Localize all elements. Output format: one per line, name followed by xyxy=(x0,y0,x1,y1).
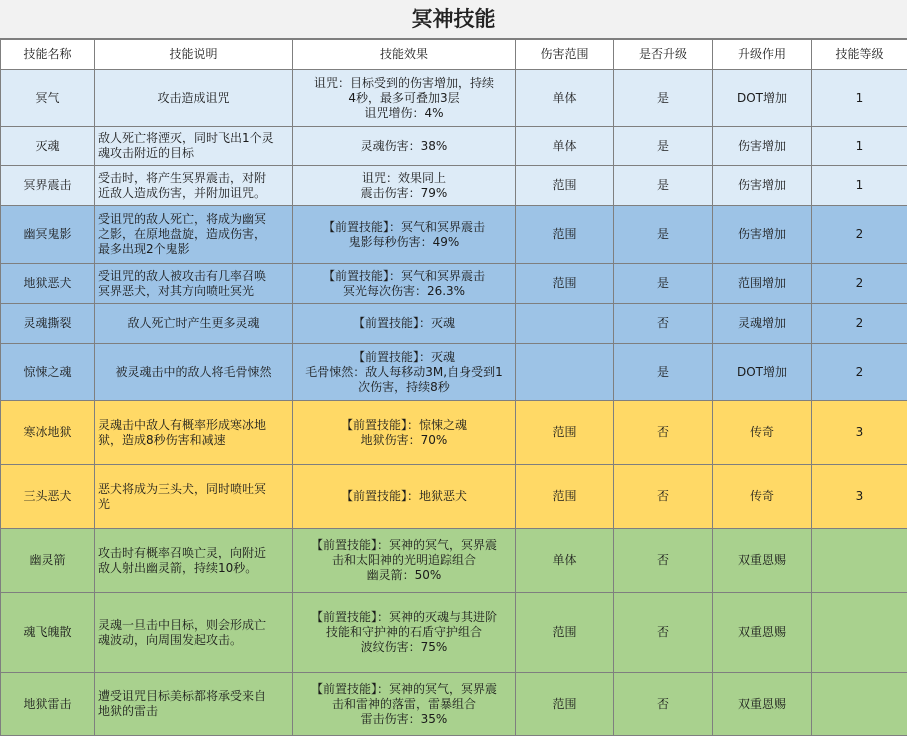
damage-range-cell: 单体 xyxy=(516,127,614,166)
skill-level-cell: 1 xyxy=(812,127,907,166)
desc-line: 敌人死亡将湮灭，同时飞出1个灵 xyxy=(98,131,289,146)
skill-name-cell: 灵魂撕裂 xyxy=(1,304,95,344)
effect-line: 【前置技能】：灭魂 xyxy=(296,350,512,365)
skill-level-cell: 1 xyxy=(812,166,907,206)
upgrade-effect-cell: 灵魂增加 xyxy=(713,304,812,344)
upgradable-cell: 否 xyxy=(614,529,713,593)
desc-line: 灵魂一旦击中目标，则会形成亡 xyxy=(98,618,289,633)
effect-line: 击和雷神的落雷，雷暴组合 xyxy=(296,697,512,712)
skill-effect-cell xyxy=(293,465,516,529)
desc-line: 敌人死亡时产生更多灵魂 xyxy=(98,316,289,331)
damage-range-cell: 范围 xyxy=(516,401,614,465)
damage-range-cell: 单体 xyxy=(516,529,614,593)
upgradable-cell: 是 xyxy=(614,206,713,264)
table-row xyxy=(1,264,907,304)
damage-range-cell: 单体 xyxy=(516,70,614,127)
damage-range-cell: 范围 xyxy=(516,673,614,736)
upgradable-cell: 否 xyxy=(614,401,713,465)
upgradable-cell: 是 xyxy=(614,127,713,166)
upgradable-cell: 是 xyxy=(614,264,713,304)
skill-name-cell: 冥气 xyxy=(1,70,95,127)
desc-line: 狱，造成8秒伤害和减速 xyxy=(98,433,289,448)
effect-line: 毛骨悚然：敌人每移动3M,自身受到1 xyxy=(296,365,512,380)
upgrade-effect-cell: 伤害增加 xyxy=(713,127,812,166)
effect-line: 【前置技能】：惊悚之魂 xyxy=(296,418,512,433)
desc-line: 遭受诅咒目标美标都将承受来自 xyxy=(98,689,289,704)
effect-line: 【前置技能】：冥气和冥界震击 xyxy=(296,220,512,235)
upgrade-effect-cell: 双重恩赐 xyxy=(713,673,812,736)
skill-name-cell: 寒冰地狱 xyxy=(1,401,95,465)
desc-line: 魂波动，向周围发起攻击。 xyxy=(98,633,289,648)
effect-line: 鬼影每秒伤害：49% xyxy=(296,235,512,250)
upgradable-cell: 是 xyxy=(614,70,713,127)
table-row xyxy=(1,166,907,206)
damage-range-cell: 范围 xyxy=(516,166,614,206)
col-header-level: 技能等级 xyxy=(812,40,907,70)
skill-name-cell: 魂飞魄散 xyxy=(1,593,95,673)
skill-effect-cell xyxy=(293,593,516,673)
effect-line: 【前置技能】：冥神的冥气，冥界震 xyxy=(296,538,512,553)
desc-line: 魂攻击附近的目标 xyxy=(98,146,289,161)
skill-level-cell xyxy=(812,673,907,736)
effect-line: 4秒，最多可叠加3层 xyxy=(296,91,512,106)
skill-desc-cell xyxy=(95,593,293,673)
desc-line: 攻击造成诅咒 xyxy=(98,91,289,106)
effect-line: 【前置技能】：冥神的冥气，冥界震 xyxy=(296,682,512,697)
damage-range-cell xyxy=(516,304,614,344)
skill-effect-cell xyxy=(293,401,516,465)
skill-name-cell: 幽灵箭 xyxy=(1,529,95,593)
skill-name-cell: 惊悚之魂 xyxy=(1,344,95,401)
skill-desc-cell xyxy=(95,529,293,593)
skill-level-cell: 3 xyxy=(812,465,907,529)
desc-line: 受诅咒的敌人死亡，将成为幽冥 xyxy=(98,212,289,227)
desc-line: 恶犬将成为三头犬，同时喷吐冥 xyxy=(98,482,289,497)
effect-line: 【前置技能】：冥气和冥界震击 xyxy=(296,269,512,284)
desc-line: 之影，在原地盘旋，造成伤害， xyxy=(98,227,289,242)
skill-effect-cell xyxy=(293,166,516,206)
effect-line: 诅咒：目标受到的伤害增加，持续 xyxy=(296,76,512,91)
effect-line: 【前置技能】：地狱恶犬 xyxy=(296,489,512,504)
desc-line: 灵魂击中敌人有概率形成寒冰地 xyxy=(98,418,289,433)
skill-name-cell: 幽冥鬼影 xyxy=(1,206,95,264)
skill-level-cell: 2 xyxy=(812,206,907,264)
desc-line: 近敌人造成伤害，并附加诅咒。 xyxy=(98,186,289,201)
effect-line: 地狱伤害：70% xyxy=(296,433,512,448)
desc-line: 攻击时有概率召唤亡灵，向附近 xyxy=(98,546,289,561)
desc-line: 最多出现2个鬼影 xyxy=(98,242,289,257)
upgradable-cell: 否 xyxy=(614,304,713,344)
effect-line: 雷击伤害：35% xyxy=(296,712,512,727)
upgrade-effect-cell: 传奇 xyxy=(713,465,812,529)
skill-desc-cell xyxy=(95,344,293,401)
effect-line: 幽灵箭：50% xyxy=(296,568,512,583)
skill-level-cell xyxy=(812,529,907,593)
effect-line: 诅咒增伤：4% xyxy=(296,106,512,121)
upgrade-effect-cell: 双重恩赐 xyxy=(713,593,812,673)
skill-effect-cell xyxy=(293,70,516,127)
skill-level-cell: 2 xyxy=(812,344,907,401)
upgradable-cell: 否 xyxy=(614,593,713,673)
upgradable-cell: 是 xyxy=(614,166,713,206)
table-row xyxy=(1,593,907,673)
skill-effect-cell xyxy=(293,264,516,304)
skill-effect-cell xyxy=(293,304,516,344)
upgrade-effect-cell: 双重恩赐 xyxy=(713,529,812,593)
skill-effect-cell xyxy=(293,206,516,264)
col-header-upgrade-effect: 升级作用 xyxy=(713,40,812,70)
table-row xyxy=(1,529,907,593)
desc-line: 冥界恶犬，对其方向喷吐冥光 xyxy=(98,284,289,299)
skill-name-cell: 三头恶犬 xyxy=(1,465,95,529)
skill-desc-cell xyxy=(95,127,293,166)
desc-line: 受击时，将产生冥界震击，对附 xyxy=(98,171,289,186)
upgrade-effect-cell: DOT增加 xyxy=(713,70,812,127)
effect-line: 波纹伤害：75% xyxy=(296,640,512,655)
table-row xyxy=(1,344,907,401)
upgrade-effect-cell: 传奇 xyxy=(713,401,812,465)
skill-table xyxy=(0,39,907,736)
table-row xyxy=(1,673,907,736)
col-header-effect: 技能效果 xyxy=(293,40,516,70)
col-header-desc: 技能说明 xyxy=(95,40,293,70)
desc-line: 地狱的雷击 xyxy=(98,704,289,719)
skill-desc-cell xyxy=(95,465,293,529)
table-row xyxy=(1,70,907,127)
col-header-range: 伤害范围 xyxy=(516,40,614,70)
upgradable-cell: 否 xyxy=(614,673,713,736)
upgradable-cell: 是 xyxy=(614,344,713,401)
effect-line: 【前置技能】：冥神的灭魂与其进阶 xyxy=(296,610,512,625)
col-header-name: 技能名称 xyxy=(1,40,95,70)
skill-desc-cell xyxy=(95,70,293,127)
desc-line: 光 xyxy=(98,497,289,512)
effect-line: 灵魂伤害：38% xyxy=(296,139,512,154)
damage-range-cell: 范围 xyxy=(516,264,614,304)
damage-range-cell: 范围 xyxy=(516,465,614,529)
damage-range-cell: 范围 xyxy=(516,206,614,264)
table-row xyxy=(1,465,907,529)
desc-line: 受诅咒的敌人被攻击有几率召唤 xyxy=(98,269,289,284)
skill-desc-cell xyxy=(95,206,293,264)
skill-level-cell: 2 xyxy=(812,304,907,344)
desc-line: 敌人射出幽灵箭，持续10秒。 xyxy=(98,561,289,576)
skill-desc-cell xyxy=(95,673,293,736)
sheet-title: 冥神技能 xyxy=(0,0,907,39)
upgrade-effect-cell: 伤害增加 xyxy=(713,206,812,264)
table-row xyxy=(1,206,907,264)
damage-range-cell: 范围 xyxy=(516,593,614,673)
table-row xyxy=(1,401,907,465)
effect-line: 震击伤害：79% xyxy=(296,186,512,201)
skill-effect-cell xyxy=(293,344,516,401)
effect-line: 技能和守护神的石盾守护组合 xyxy=(296,625,512,640)
skill-level-cell: 3 xyxy=(812,401,907,465)
skill-name-cell: 冥界震击 xyxy=(1,166,95,206)
skill-effect-cell xyxy=(293,127,516,166)
upgrade-effect-cell: 伤害增加 xyxy=(713,166,812,206)
effect-line: 【前置技能】：灭魂 xyxy=(296,316,512,331)
effect-line: 冥光每次伤害：26.3% xyxy=(296,284,512,299)
damage-range-cell xyxy=(516,344,614,401)
skill-desc-cell xyxy=(95,264,293,304)
skill-effect-cell xyxy=(293,673,516,736)
skill-desc-cell xyxy=(95,401,293,465)
upgrade-effect-cell: DOT增加 xyxy=(713,344,812,401)
skill-level-cell: 1 xyxy=(812,70,907,127)
upgradable-cell: 否 xyxy=(614,465,713,529)
effect-line: 次伤害，持续8秒 xyxy=(296,380,512,395)
effect-line: 诅咒：效果同上 xyxy=(296,171,512,186)
skill-level-cell xyxy=(812,593,907,673)
skill-name-cell: 地狱恶犬 xyxy=(1,264,95,304)
skill-desc-cell xyxy=(95,166,293,206)
skill-desc-cell xyxy=(95,304,293,344)
desc-line: 被灵魂击中的敌人将毛骨悚然 xyxy=(98,365,289,380)
skill-level-cell: 2 xyxy=(812,264,907,304)
col-header-upgrade: 是否升级 xyxy=(614,40,713,70)
header-row xyxy=(1,40,907,70)
skill-effect-cell xyxy=(293,529,516,593)
upgrade-effect-cell: 范围增加 xyxy=(713,264,812,304)
effect-line: 击和太阳神的光明追踪组合 xyxy=(296,553,512,568)
skill-name-cell: 灭魂 xyxy=(1,127,95,166)
table-row xyxy=(1,127,907,166)
table-row xyxy=(1,304,907,344)
skill-name-cell: 地狱雷击 xyxy=(1,673,95,736)
